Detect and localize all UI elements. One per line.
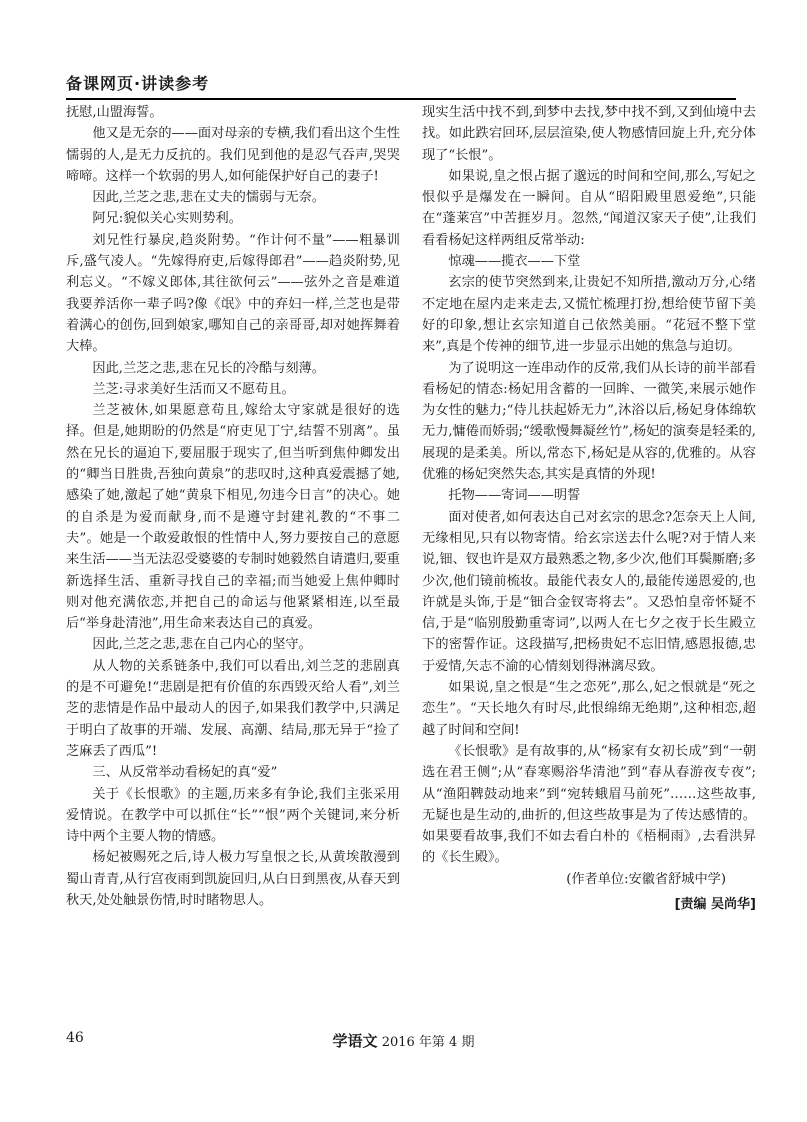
journal-footer <box>0 1030 807 1051</box>
paragraph: 杨妃被赐死之后,诗人极力写皇恨之长,从黄埃散漫到蜀山青青,从行宫夜雨到凯旋回归,从白日到黑夜,从春天到秋天,处处触景伤情,时时睹物思人。 <box>66 850 400 908</box>
paragraph: 因此,兰芝之悲,悲在丈夫的懦弱与无奈。 <box>92 190 325 206</box>
paragraph: 面对使者,如何表达自己对玄宗的思念?怎奈天上人间,无缘相见,只有以物寄情。给玄宗送去什么呢?对于情人来说,钿、钗也许是双方最熟悉之物,多少次,他们耳鬓厮磨;多少次,他们镜前梳妆。最能代表女人的,最能传递恩爱的,也许就是头饰,于是“钿合金钗寄将去”。又恐怕皇帝怀疑不信,于是“临别殷勤重寄词”,以两人在七夕之夜于长生殿立下的密誓作证。这段描写,把杨贵妃不忘旧情,感恩报德,忠于爱情,矢志不渝的心情刻划得淋漓尽致。 <box>422 509 756 674</box>
paragraph: 惊魂——揽衣——下堂 <box>448 254 581 270</box>
page-number: 46 <box>66 1030 84 1046</box>
paragraph: 因此,兰芝之悲,悲在兄长的冷酷与刻薄。 <box>92 360 325 376</box>
paragraph: 阿兄:貌似关心实则势利。 <box>92 211 242 227</box>
paragraph: 从人物的关系链条中,我们可以看出,刘兰芝的悲剧真的是不可避免!“悲剧是把有价值的东西毁灭给人看”,刘兰芝的悲情是作品中最动人的因子,如果我们教学中,只满足于明白了故事的开端、发展、高潮、结局,那无异于“捡了芝麻丢了西瓜”! <box>66 658 400 759</box>
paragraph: 刘兄性行暴戾,趋炎附势。“作计何不量”——粗暴训斥,盛气凌人。“先嫁得府吏,后嫁得郎君”——趋炎附势,见利忘义。“不嫁义郎体,其往欲何云”——弦外之音是难道我要养活你一辈子吗?像《氓》中的弃妇一样,兰芝也是带着满心的创伤,回到娘家,哪知自己的亲哥哥,却对她挥舞着大棒。 <box>66 232 400 355</box>
page-header <box>66 68 736 100</box>
paragraph: 如果说,皇之恨占据了邈远的时间和空间,那么,写妃之恨似乎是爆发在一瞬间。自从“昭阳殿里恩爱绝”,只能在“蓬莱宫”中苦捱岁月。忽然,“闻道汉家天子使”,让我们看看杨妃这样两组反常举动: <box>422 168 756 248</box>
journal-issue: 2016 年第 4 期 <box>377 1035 475 1050</box>
section-title: 备课网页·讲读参考 <box>66 74 210 93</box>
paragraph: 抚慰,山盟海誓。 <box>66 105 163 120</box>
editor-credit: [责编 吴尚华] <box>674 896 756 912</box>
paragraph: 兰芝:寻求美好生活而又不愿苟且。 <box>92 381 295 397</box>
paragraph: 《长恨歌》是有故事的,从“杨家有女初长成”到“一朝选在君王侧”;从“春寒赐浴华清池”到“春从春游夜专夜”;从“渔阳鞞鼓动地来”到“宛转蛾眉马前死”……这些故事,无疑也是生动的,曲折的,但这些故事是为了传达感情的。如果要看故事,我们不如去看白朴的《梧桐雨》,去看洪昇的《长生殿》。 <box>422 743 756 866</box>
paragraph: 玄宗的使节突然到来,让贵妃不知所措,激动万分,心绪不定地在屋内走来走去,又慌忙梳理打扮,想给使节留下美好的印象,想让玄宗知道自己依然美丽。“花冠不整下堂来”,真是个传神的细节,进一步显示出她的焦急与迫切。 <box>422 275 756 355</box>
paragraph: 托物——寄词——明誓 <box>448 488 581 504</box>
paragraph: 如果说,皇之恨是“生之恋死”,那么,妃之恨就是“死之恋生”。“天长地久有时尽,此恨绵绵无绝期”,这种相恋,超越了时间和空间! <box>422 680 756 738</box>
left-column <box>66 102 400 911</box>
paragraph: 三、从反常举动看杨妃的真“爱” <box>92 765 278 781</box>
paragraph: 为了说明这一连串动作的反常,我们从长诗的前半部看看杨妃的情态:杨妃用含蓄的一回眸、一微笑,来展示她作为女性的魅力;“侍儿扶起娇无力”,沐浴以后,杨妃身体绵软无力,慵倦而娇弱;“缓歌慢舞凝丝竹”,杨妃的演奏是轻柔的,展现的是柔美。所以,常态下,杨妃是从容的,优雅的。从容优雅的杨妃突然失态,其实是真情的外现! <box>422 360 756 483</box>
paragraph: 他又是无奈的——面对母亲的专横,我们看出这个生性懦弱的人,是无力反抗的。我们见到他的是忍气吞声,哭哭啼啼。这样一个软弱的男人,如何能保护好自己的妻子! <box>66 126 400 184</box>
author-affiliation: (作者单位:安徽省舒城中学) <box>566 871 726 887</box>
right-column <box>422 102 756 915</box>
paragraph: 因此,兰芝之悲,悲在自己内心的坚守。 <box>92 637 312 653</box>
paragraph: 兰芝被休,如果愿意苟且,嫁给太守家就是很好的选择。但是,她期盼的仍然是“府吏见丁宁,结誓不别离”。虽然在兄长的逼迫下,要屈服于现实了,但当听到焦仲卿发出的“卿当日胜贵,吾独向黄泉”的悲叹时,这种真爱震撼了她,感染了她,激起了她“黄泉下相见,勿违今日言”的决心。她的自杀是为爱而献身,而不是遵守封建礼教的“不事二夫”。她是一个敢爱敢恨的性情中人,努力要按自己的意愿来生活——当无法忍受婆婆的专制时她毅然自请遣归,要重新选择生活、重新寻找自己的幸福;而当她爱上焦仲卿时则对他充满依恋,并把自己的命运与他紧紧相连,以至最后“举身赴清池”,用生命来表达自己的真爱。 <box>66 403 400 632</box>
journal-name: 学语文 <box>332 1032 378 1050</box>
paragraph: 现实生活中找不到,到梦中去找,梦中找不到,又到仙境中去找。如此跌宕回环,层层渲染,使人物感情回旋上升,充分体现了“长恨”。 <box>422 105 756 163</box>
paragraph: 关于《长恨歌》的主题,历来多有争论,我们主张采用爱情说。在教学中可以抓住“长”“恨”两个关键词,来分析诗中两个主要人物的情感。 <box>66 786 400 845</box>
